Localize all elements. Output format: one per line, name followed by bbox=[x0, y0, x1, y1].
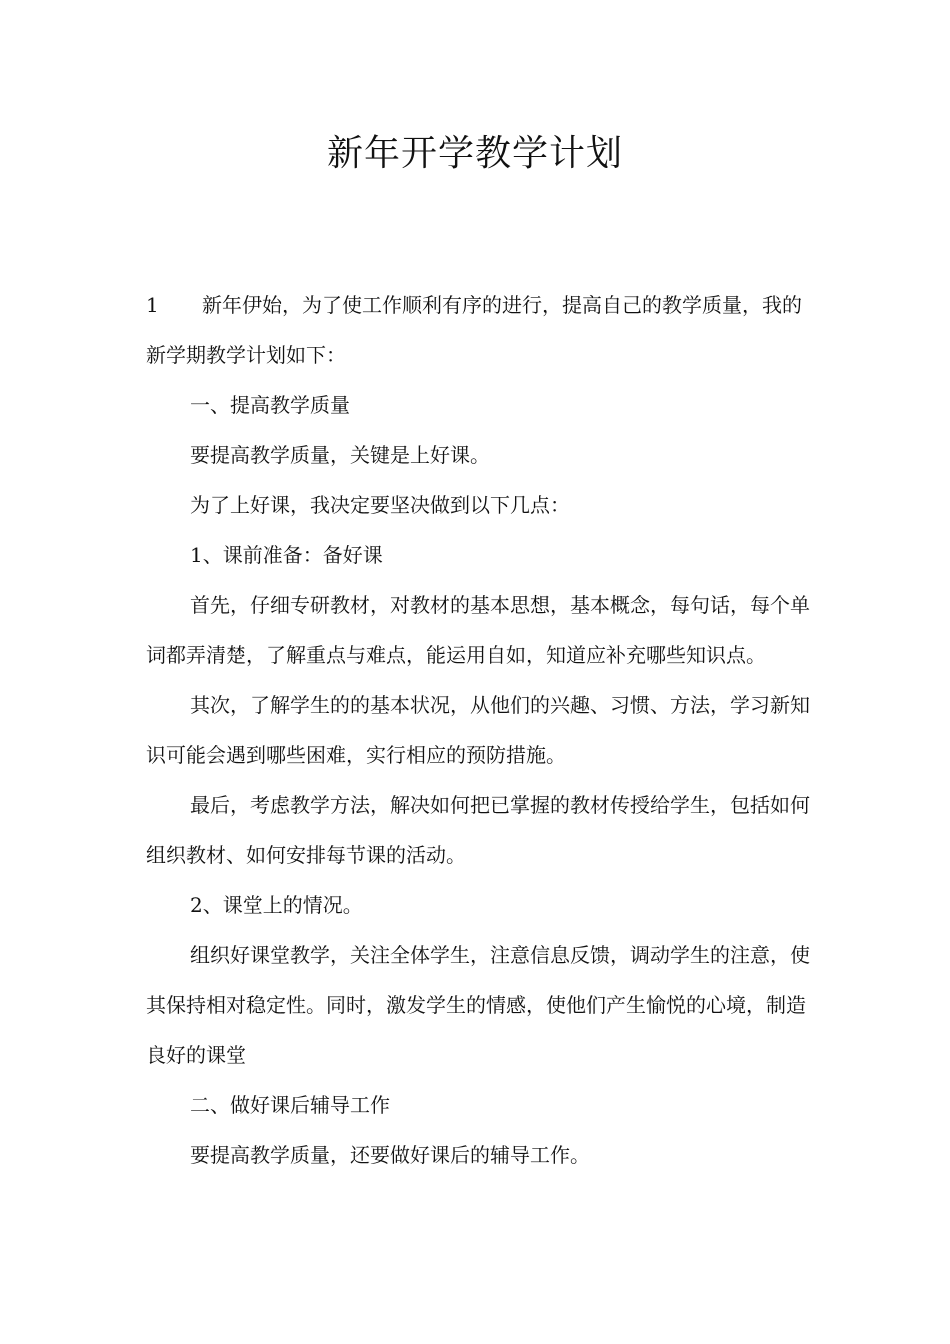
subheading-2: 2、课堂上的情况。 bbox=[190, 893, 363, 917]
paragraph: 为了上好课，我决定要坚决做到以下几点： bbox=[190, 493, 570, 517]
document-title: 新年开学教学计划 bbox=[326, 133, 623, 174]
paragraph-number: 1 bbox=[146, 293, 159, 317]
section-heading-2: 二、做好课后辅导工作 bbox=[190, 1093, 390, 1117]
paragraph: 要提高教学质量，还要做好课后的辅导工作。 bbox=[190, 1143, 590, 1167]
paragraph: 首先，仔细专研教材，对教材的基本思想，基本概念，每句话，每个单词都弄清楚，了解重点与难点，能运用自如，知道应补充哪些知识点。 bbox=[146, 593, 810, 667]
paragraph: 最后，考虑教学方法，解决如何把已掌握的教材传授给学生，包括如何组织教材、如何安排每节课的活动。 bbox=[146, 793, 810, 867]
section-heading-1: 一、提高教学质量 bbox=[190, 393, 350, 417]
paragraph-intro-text: 新年伊始，为了使工作顺利有序的进行，提高自己的教学质量，我的新学期教学计划如下： bbox=[146, 293, 802, 367]
paragraph: 其次，了解学生的的基本状况，从他们的兴趣、习惯、方法，学习新知识可能会遇到哪些困难，实行相应的预防措施。 bbox=[146, 693, 810, 767]
subheading-1: 1、课前准备：备好课 bbox=[190, 543, 383, 567]
document-body bbox=[146, 280, 816, 1180]
paragraph: 组织好课堂教学，关注全体学生，注意信息反馈，调动学生的注意，使其保持相对稳定性。同时，激发学生的情感，使他们产生愉悦的心境，制造良好的课堂 bbox=[146, 943, 810, 1067]
paragraph-intro bbox=[146, 280, 816, 380]
paragraph: 要提高教学质量，关键是上好课。 bbox=[190, 443, 490, 467]
